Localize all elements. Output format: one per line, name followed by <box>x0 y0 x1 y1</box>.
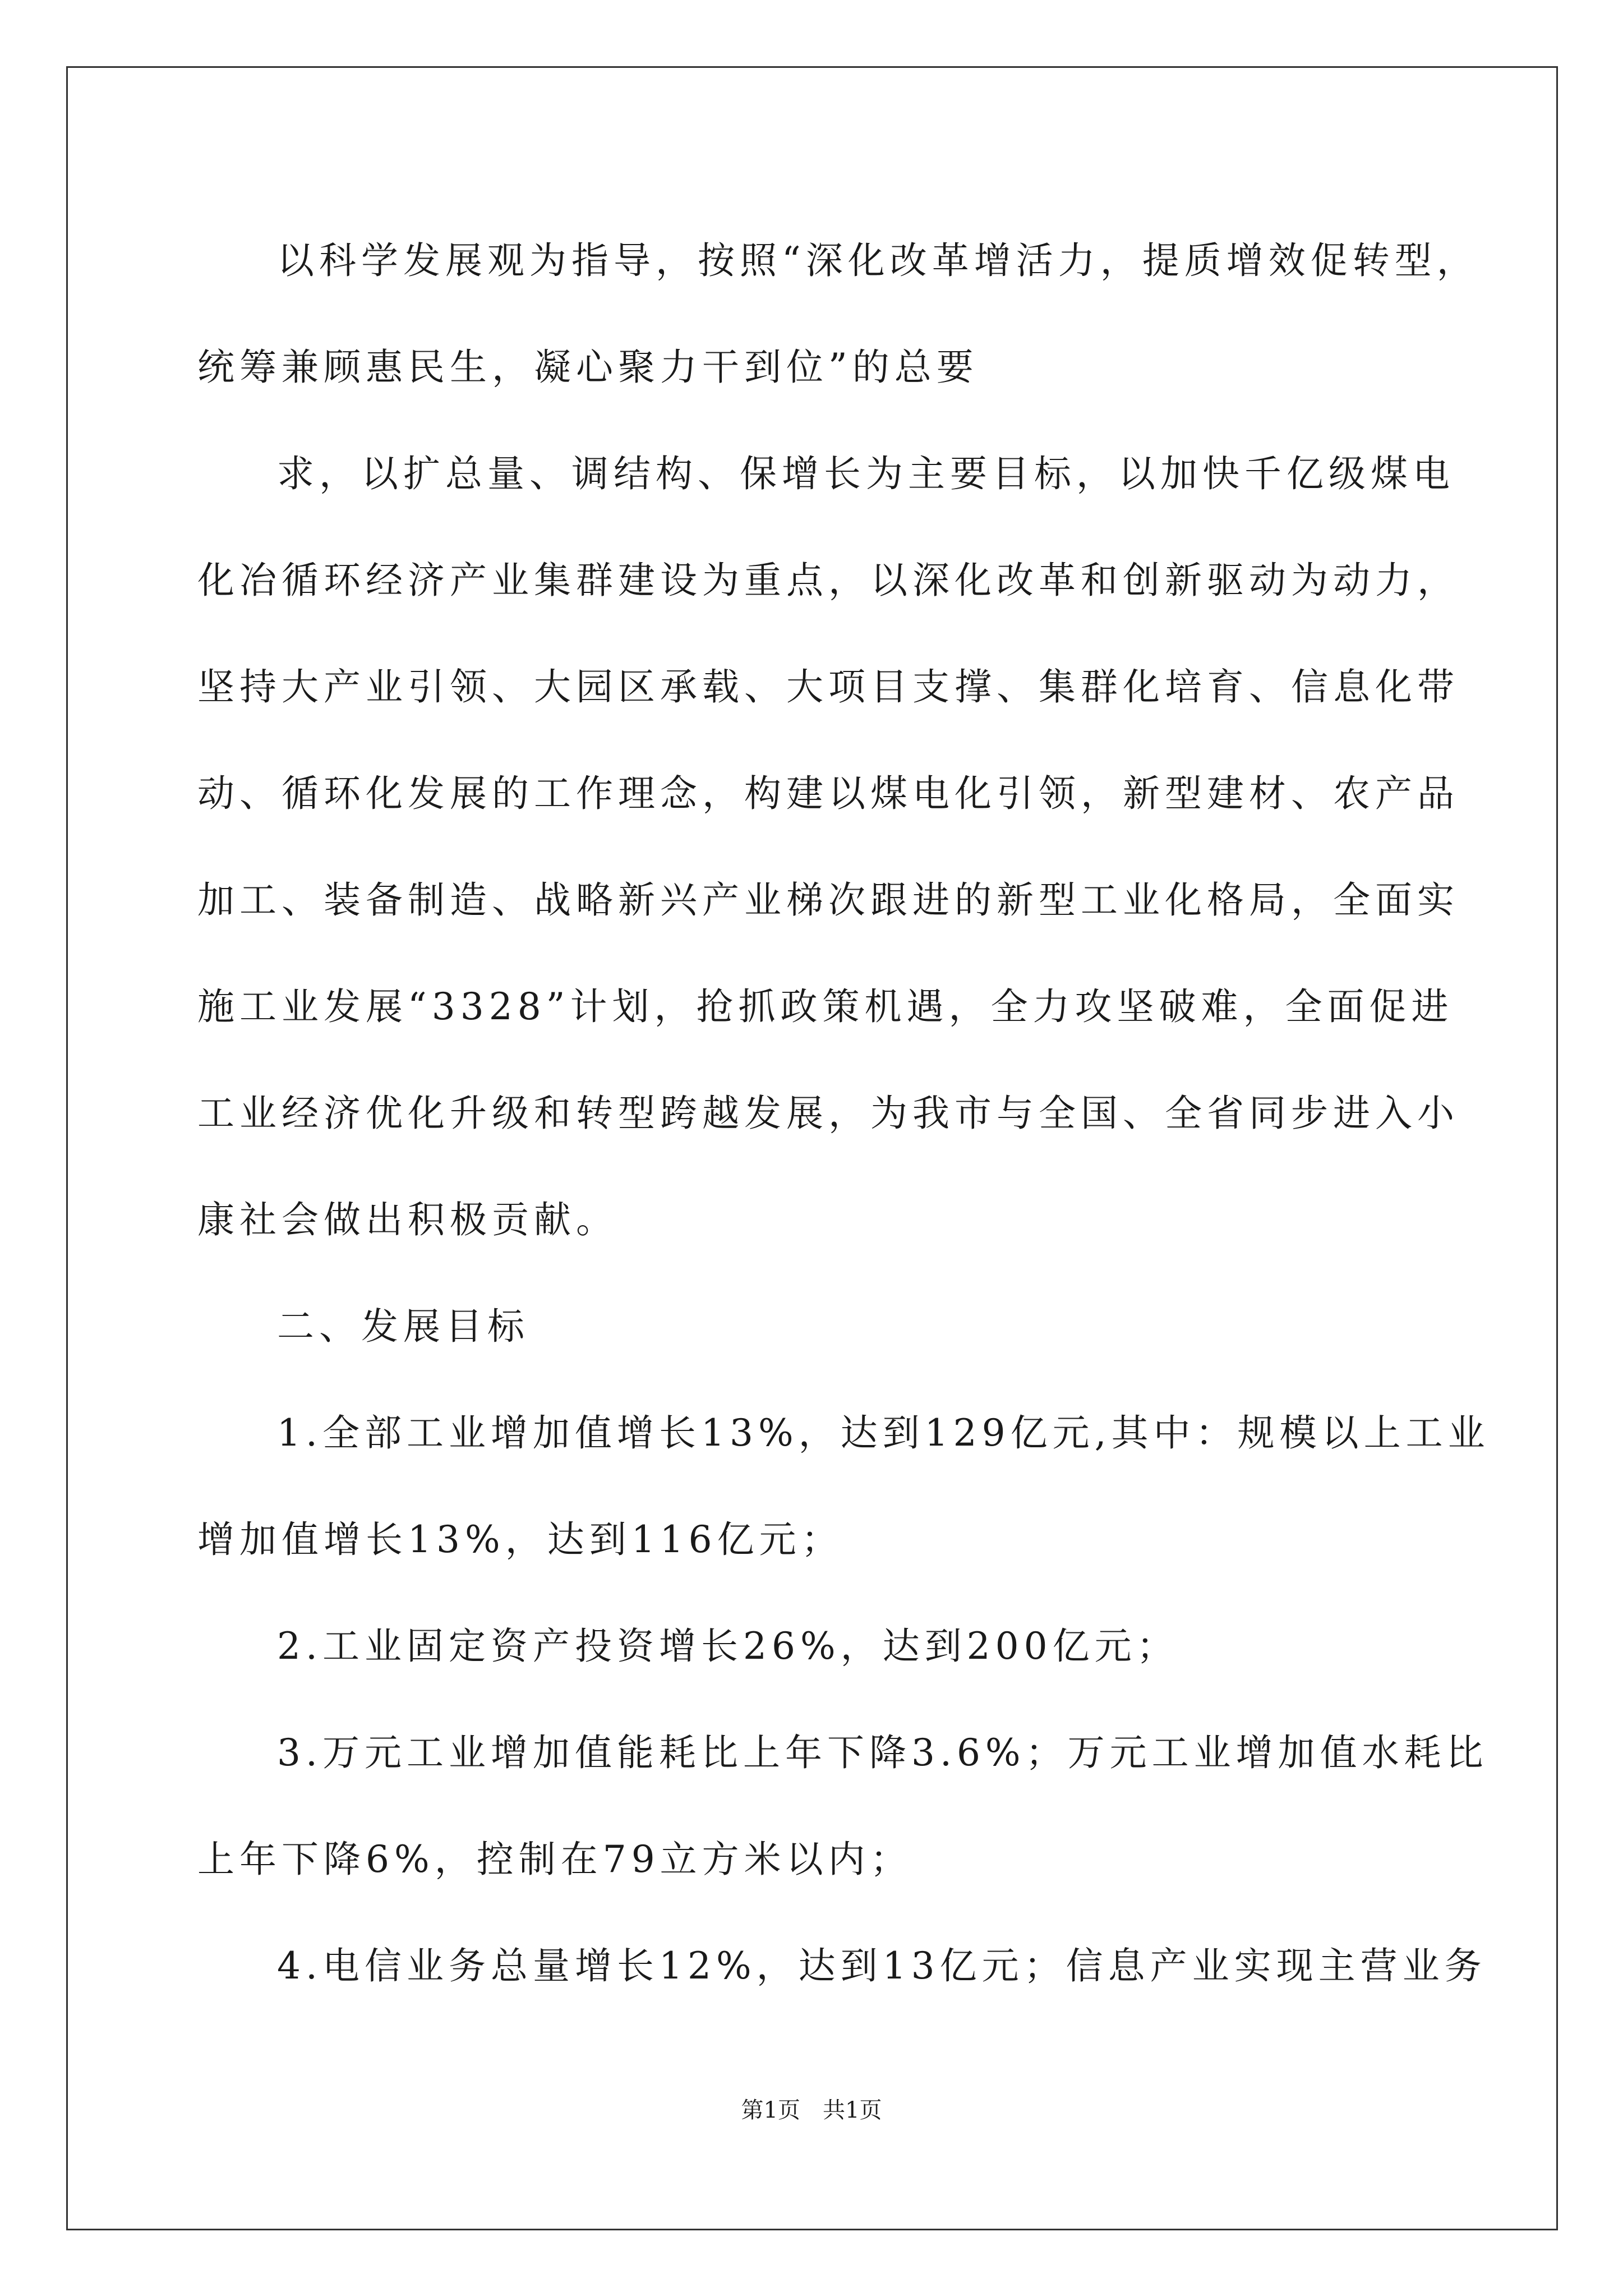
list-item-line: 1.全部工业增加值增长13%，达到129亿元,其中：规模以上工业 <box>277 1411 1490 1455</box>
text-line: 求，以扩总量、调结构、保增长为主要目标，以加快千亿级煤电 <box>277 452 1455 495</box>
list-item-line: 4.电信业务总量增长12%，达到13亿元；信息产业实现主营业务 <box>277 1944 1487 1987</box>
page-number-footer: 第1页 共1页 <box>741 2097 882 2123</box>
text-line: 加工、装备制造、战略新兴产业梯次跟进的新型工业化格局，全面实 <box>197 878 1459 922</box>
body-text <box>197 208 1490 2019</box>
list-item-line: 上年下降6%，控制在79立方米以内； <box>197 1838 912 1881</box>
document-body <box>197 208 1490 2019</box>
text-line: 康社会做出积极贡献。 <box>197 1198 618 1241</box>
list-item-line: 3.万元工业增加值能耗比上年下降3.6%；万元工业增加值水耗比 <box>277 1731 1488 1774</box>
section-heading: 二、发展目标 <box>277 1305 529 1348</box>
text-line: 工业经济优化升级和转型跨越发展，为我市与全国、全省同步进入小 <box>197 1092 1459 1135</box>
text-line: 坚持大产业引领、大园区承载、大项目支撑、集群化培育、信息化带 <box>197 665 1459 708</box>
list-item-line: 增加值增长13%，达到116亿元； <box>197 1518 843 1561</box>
text-line: 以科学发展观为指导，按照“深化改革增活力，提质增效促转型， <box>277 239 1479 282</box>
text-line: 统筹兼顾惠民生，凝心聚力干到位”的总要 <box>197 346 979 389</box>
text-line: 施工业发展“3328”计划，抢抓政策机遇，全力攻坚破难，全面促进 <box>197 985 1454 1028</box>
text-line: 化冶循环经济产业集群建设为重点，以深化改革和创新驱动为动力， <box>197 559 1459 602</box>
list-item-line: 2.工业固定资产投资增长26%，达到200亿元； <box>277 1625 1179 1668</box>
text-line: 动、循环化发展的工作理念，构建以煤电化引领，新型建材、农产品 <box>197 772 1459 815</box>
